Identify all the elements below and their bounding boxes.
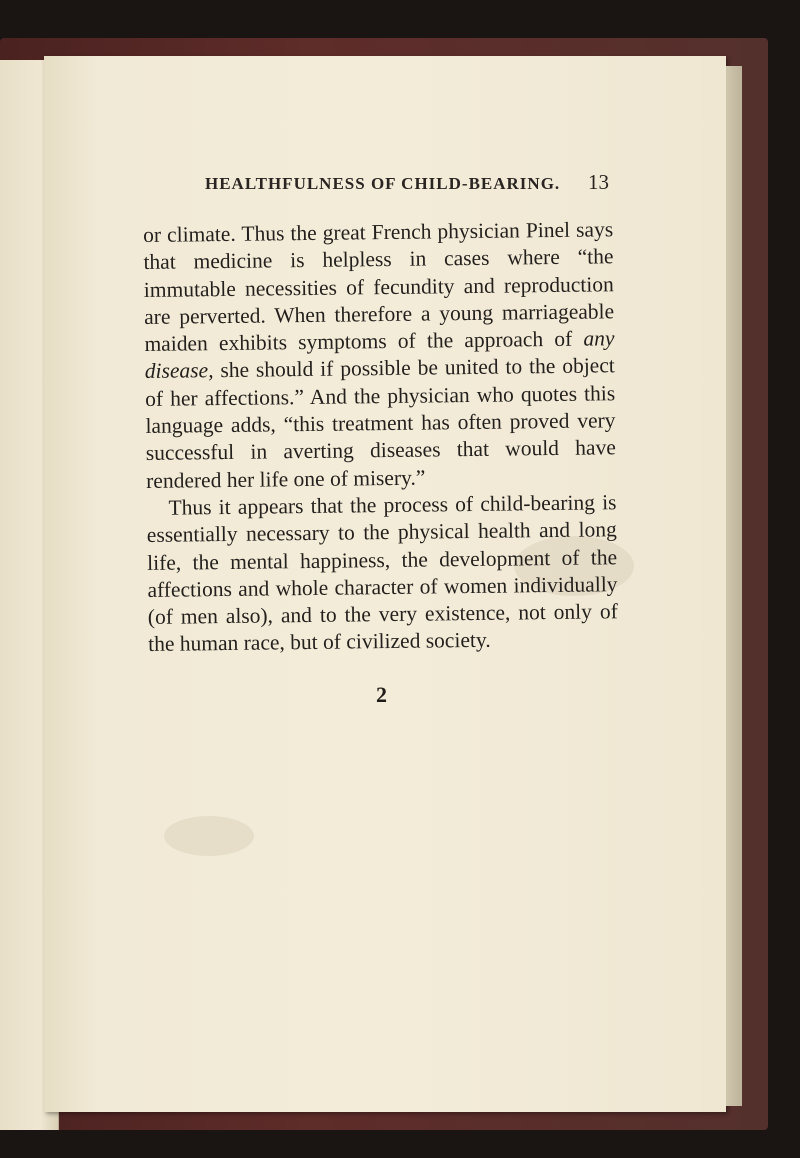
page-block-edge xyxy=(726,66,742,1106)
paper-stain xyxy=(164,816,254,856)
paragraph-1: or climate. Thus the great French physician Pinel says that medicine is helpless in cases where “the immutable necessities of fecundity and reproduction are perverted. When therefore a young marriageable maiden exhibits symptoms of the approach of any disease, she should if possible be united to the object of her affections.” And the physician who quotes this language adds, “this treatment has often proved very successful in averting diseases that would have rendered her life one of misery.” xyxy=(143,217,616,493)
body-text xyxy=(143,216,618,658)
page-number: 13 xyxy=(588,170,609,194)
paragraph-2: Thus it appears that the process of child-bearing is essentially necessary to the physical health and long life, the mental happiness, the development of the affections and whole character of women individually (of men also), and to the very existence, not only of the human race, but of civilized society. xyxy=(146,490,618,657)
signature-mark: 2 xyxy=(376,682,387,707)
running-title: HEALTHFULNESS OF CHILD-BEARING. xyxy=(205,174,561,193)
emphasis: any disease, xyxy=(144,326,615,384)
